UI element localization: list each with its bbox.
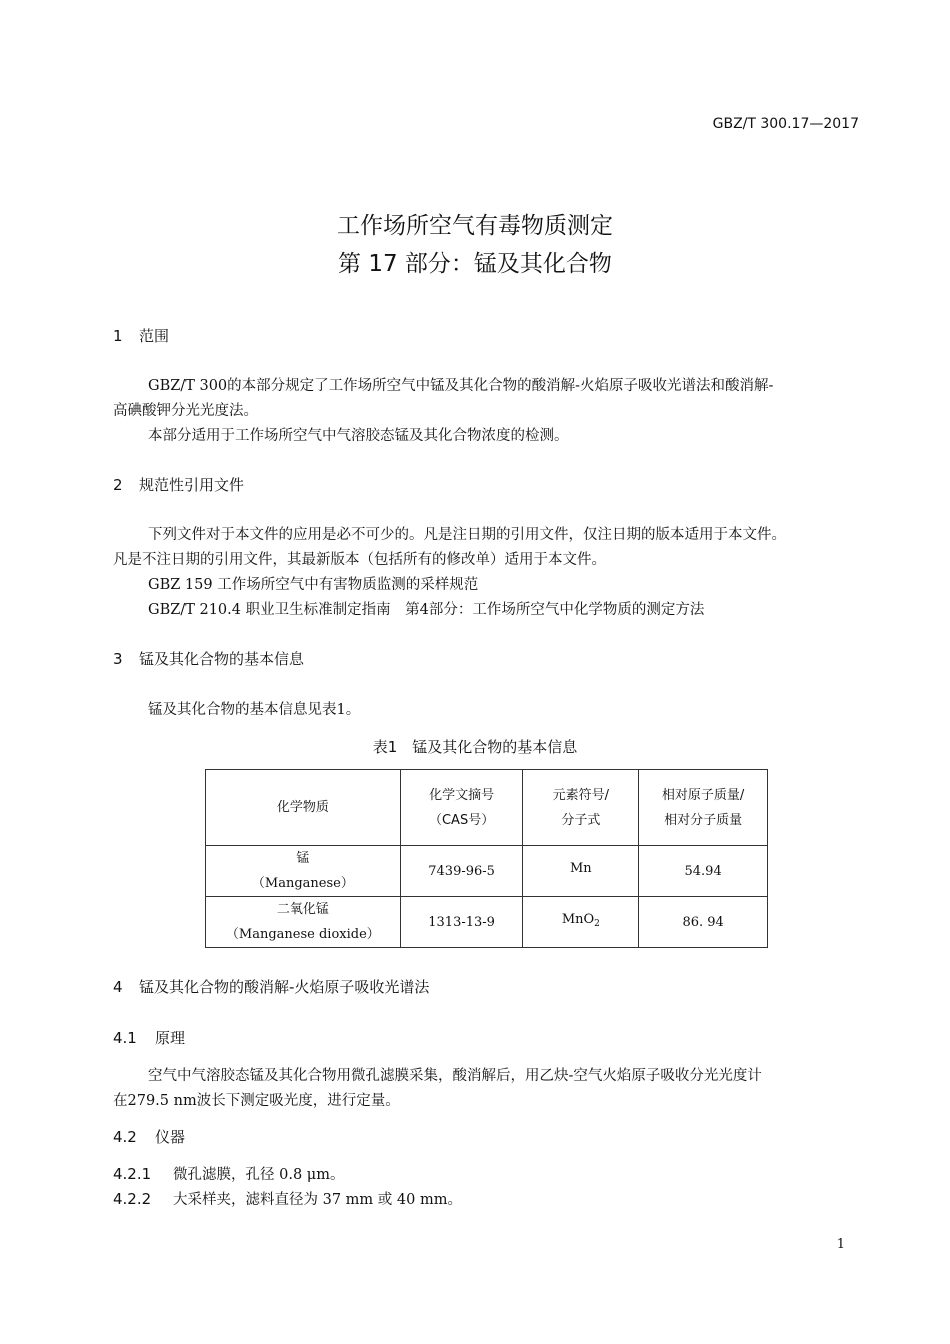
section-title: 仪器 — [155, 1128, 186, 1146]
section-title: 范围 — [139, 327, 170, 345]
section-number: 1 — [113, 327, 123, 345]
table-cell: MnO$_2$ — [523, 897, 639, 948]
paragraph: 本部分适用于工作场所空气中气溶胶态锰及其化合物浓度的检测。 — [148, 428, 569, 444]
section-4-heading — [113, 976, 429, 997]
section-title: 规范性引用文件 — [139, 476, 245, 494]
section-number: 4 — [113, 978, 123, 996]
table-caption: 表1 锰及其化合物的基本信息 — [372, 738, 578, 756]
table-cell: 86. 94 — [639, 897, 768, 948]
paragraph: 锰及其化合物的基本信息见表1。 — [148, 702, 361, 718]
section-title: 锰及其化合物的酸消解-火焰原子吸收光谱法 — [139, 978, 430, 996]
paragraph: 在279.5 nm波长下测定吸光度，进行定量。 — [113, 1093, 400, 1109]
item-text: 大采样夹，滤料直径为 37 mm 或 40 mm。 — [173, 1192, 462, 1208]
item-number: 4.2.2 — [113, 1190, 152, 1208]
item-4-2-2 — [113, 1188, 462, 1209]
table-cell: 二氧化锰 （Manganese dioxide） — [206, 897, 401, 948]
paragraph: 高碘酸钾分光光度法。 — [113, 403, 258, 419]
paragraph: 凡是不注日期的引用文件，其最新版本（包括所有的修改单）适用于本文件。 — [113, 552, 606, 568]
reference-item: GBZ 159 工作场所空气中有害物质监测的采样规范 — [148, 577, 479, 593]
paragraph: 下列文件对于本文件的应用是必不可少的。凡是注日期的引用文件，仅注日期的版本适用于本文件。 — [148, 527, 786, 543]
table-row — [206, 897, 768, 948]
basic-info-table — [205, 769, 768, 948]
table-cell: 1313-13-9 — [400, 897, 523, 948]
title-line-1: 工作场所空气有毒物质测定 — [337, 213, 613, 239]
page-number: 1 — [836, 1237, 845, 1252]
standard-number: GBZ/T 300.17—2017 — [712, 116, 859, 132]
column-header: 相对原子质量/ 相对分子质量 — [639, 770, 768, 846]
reference-item: GBZ/T 210.4 职业卫生标准制定指南 第4部分：工作场所空气中化学物质的测定方法 — [148, 602, 705, 618]
table-cell: 7439-96-5 — [400, 846, 523, 897]
column-header: 元素符号/ 分子式 — [523, 770, 639, 846]
section-number: 2 — [113, 476, 123, 494]
table-row — [206, 846, 768, 897]
item-number: 4.2.1 — [113, 1165, 152, 1183]
paragraph: 空气中气溶胶态锰及其化合物用微孔滤膜采集，酸消解后，用乙炔-空气火焰原子吸收分光光度计 — [148, 1068, 762, 1084]
table-cell: Mn — [523, 846, 639, 897]
section-number: 4.1 — [113, 1029, 137, 1047]
section-title: 原理 — [155, 1029, 186, 1047]
item-4-2-1 — [113, 1163, 344, 1184]
section-2-heading — [113, 474, 244, 495]
section-number: 3 — [113, 650, 123, 668]
paragraph: GBZ/T 300的本部分规定了工作场所空气中锰及其化合物的酸消解-火焰原子吸收光谱法和酸消解- — [148, 378, 774, 394]
table-header-row — [206, 770, 768, 846]
subsection-4-1-heading — [113, 1027, 185, 1048]
column-header: 化学文摘号 （CAS号） — [400, 770, 523, 846]
subsection-4-2-heading — [113, 1126, 185, 1147]
section-1-heading — [113, 325, 169, 346]
section-title: 锰及其化合物的基本信息 — [139, 650, 305, 668]
table-cell: 锰 （Manganese） — [206, 846, 401, 897]
section-number: 4.2 — [113, 1128, 137, 1146]
title-line-2: 第 17 部分：锰及其化合物 — [338, 251, 612, 277]
column-header: 化学物质 — [206, 770, 401, 846]
section-3-heading — [113, 648, 304, 669]
table-cell: 54.94 — [639, 846, 768, 897]
item-text: 微孔滤膜，孔径 0.8 μm。 — [173, 1167, 345, 1183]
